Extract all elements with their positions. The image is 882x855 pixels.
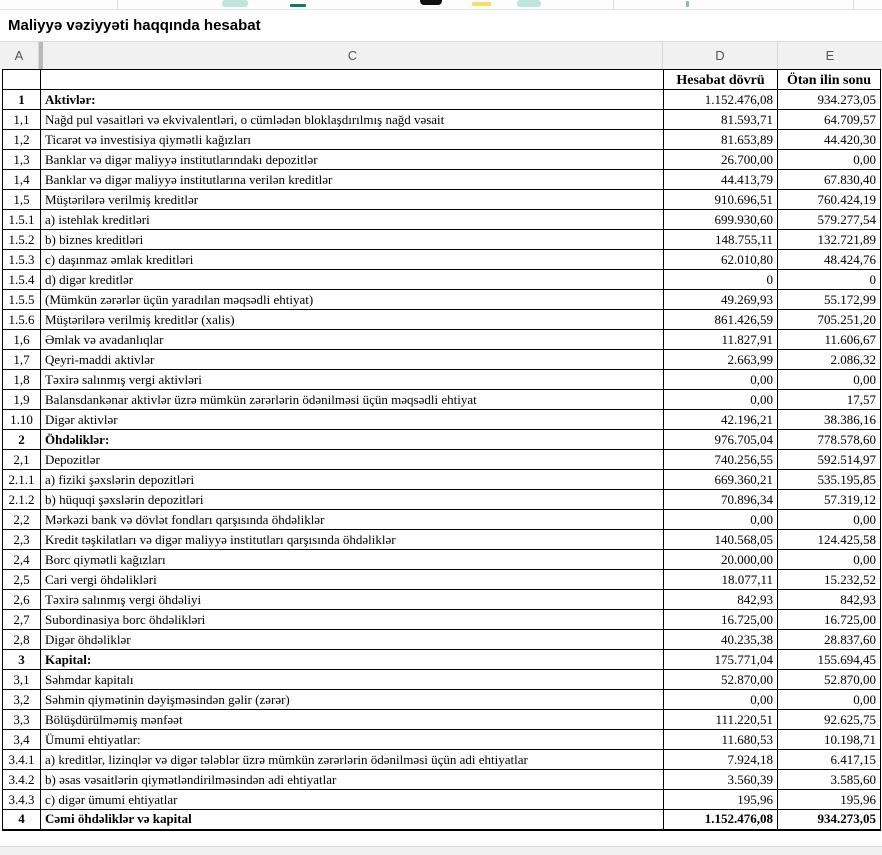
cell-value-current[interactable]: 0,00 xyxy=(664,510,778,530)
cell-value-prior[interactable]: 48.424,76 xyxy=(778,250,881,270)
cell-value-current[interactable]: 669.360,21 xyxy=(664,470,778,490)
cell-label[interactable]: Kapital: xyxy=(41,650,664,670)
toolbar-icon-fragment-underline xyxy=(290,4,306,7)
cell-label[interactable]: Kredit təşkilatları və digər maliyyə institutları qarşısında öhdəliklər xyxy=(41,530,664,550)
column-header-a[interactable]: A xyxy=(0,42,39,69)
cell-value-prior[interactable]: 64.709,57 xyxy=(778,110,881,130)
cell-value-prior[interactable]: 55.172,99 xyxy=(778,290,881,310)
table-row xyxy=(3,390,881,410)
period-header-row xyxy=(3,70,881,90)
toolbar-cropped-strip xyxy=(0,0,882,10)
cell-label[interactable]: Digər öhdəliklər xyxy=(41,630,664,650)
table-row xyxy=(3,490,881,510)
table-row xyxy=(3,810,881,830)
cell-value-current[interactable]: 175.771,04 xyxy=(664,650,778,670)
cell-row-id[interactable]: 3,3 xyxy=(3,710,41,730)
cell-value-prior[interactable]: 132.721,89 xyxy=(778,230,881,250)
cell-value-prior[interactable]: 0,00 xyxy=(778,510,881,530)
table-row xyxy=(3,250,881,270)
financial-statement-table xyxy=(2,69,881,831)
cell-row-id[interactable]: 1,5 xyxy=(3,190,41,210)
cell-row-id[interactable]: 1.5.2 xyxy=(3,230,41,250)
period-header-current[interactable]: Hesabat dövrü xyxy=(664,70,778,90)
cell-value-prior[interactable]: 10.198,71 xyxy=(778,730,881,750)
cell-row-id[interactable]: 3,1 xyxy=(3,670,41,690)
column-header-strip xyxy=(0,41,882,69)
cell-label[interactable]: a) istehlak kreditləri xyxy=(41,210,664,230)
cell-label[interactable]: Digər aktivlər xyxy=(41,410,664,430)
cell-value-current[interactable]: 0 xyxy=(664,270,778,290)
cell-label[interactable]: b) əsas vəsaitlərin qiymətləndirilməsindən adi ehtiyatlar xyxy=(41,770,664,790)
cell-label[interactable]: Cari vergi öhdəlikləri xyxy=(41,570,664,590)
cell-row-id[interactable]: 1,3 xyxy=(3,150,41,170)
cell-value-current[interactable]: 49.269,93 xyxy=(664,290,778,310)
cell-value-prior[interactable]: 44.420,30 xyxy=(778,130,881,150)
cell-row-id[interactable]: 3 xyxy=(3,650,41,670)
cell-value-current[interactable]: 42.196,21 xyxy=(664,410,778,430)
table-row xyxy=(3,670,881,690)
table-row xyxy=(3,730,881,750)
cell-row-id[interactable]: 1,7 xyxy=(3,350,41,370)
table-row xyxy=(3,530,881,550)
table-row xyxy=(3,350,881,370)
cell-row-id[interactable]: 2,4 xyxy=(3,550,41,570)
cell-row-id[interactable]: 2,8 xyxy=(3,630,41,650)
cell-value-prior[interactable]: 38.386,16 xyxy=(778,410,881,430)
cell-value-current[interactable]: 18.077,11 xyxy=(664,570,778,590)
cell-value-prior[interactable]: 3.585,60 xyxy=(778,770,881,790)
cell-empty[interactable] xyxy=(3,70,41,90)
cell-row-id[interactable]: 3.4.3 xyxy=(3,790,41,810)
cell-value-prior[interactable]: 535.195,85 xyxy=(778,470,881,490)
cell-value-current[interactable]: 3.560,39 xyxy=(664,770,778,790)
cell-value-prior[interactable]: 124.425,58 xyxy=(778,530,881,550)
cell-row-id[interactable]: 2,3 xyxy=(3,530,41,550)
cell-value-current[interactable]: 26.700,00 xyxy=(664,150,778,170)
table-row xyxy=(3,570,881,590)
table-row xyxy=(3,190,881,210)
cell-value-prior[interactable]: 6.417,15 xyxy=(778,750,881,770)
cell-label[interactable]: a) fiziki şəxslərin depozitləri xyxy=(41,470,664,490)
cell-value-current[interactable]: 0,00 xyxy=(664,390,778,410)
cell-value-current[interactable]: 11.680,53 xyxy=(664,730,778,750)
sheet-title: Maliyyə vəziyyəti haqqında hesabat xyxy=(8,17,261,34)
cell-label[interactable]: Bölüşdürülməmiş mənfəət xyxy=(41,710,664,730)
cell-row-id[interactable]: 2,5 xyxy=(3,570,41,590)
table-row xyxy=(3,290,881,310)
cell-row-id[interactable]: 1,9 xyxy=(3,390,41,410)
cell-label[interactable]: Öhdəliklər: xyxy=(41,430,664,450)
cell-value-current[interactable]: 740.256,55 xyxy=(664,450,778,470)
toolbar-divider xyxy=(117,0,118,9)
cell-row-id[interactable]: 1,8 xyxy=(3,370,41,390)
table-row xyxy=(3,550,881,570)
cell-value-prior[interactable]: 760.424,19 xyxy=(778,190,881,210)
cell-value-prior[interactable]: 0,00 xyxy=(778,150,881,170)
cell-value-current[interactable]: 81.593,71 xyxy=(664,110,778,130)
cell-value-prior[interactable]: 934.273,05 xyxy=(778,810,881,830)
cell-label[interactable]: Ticarət və investisiya qiymətli kağızları xyxy=(41,130,664,150)
sheet-title-bar xyxy=(0,10,882,41)
table-row xyxy=(3,510,881,530)
below-table-strip xyxy=(0,846,882,855)
table-row xyxy=(3,750,881,770)
cell-value-prior[interactable]: 15.232,52 xyxy=(778,570,881,590)
table-row xyxy=(3,430,881,450)
cell-value-current[interactable]: 0,00 xyxy=(664,370,778,390)
cell-value-prior[interactable]: 842,93 xyxy=(778,590,881,610)
cell-value-current[interactable]: 7.924,18 xyxy=(664,750,778,770)
cell-value-prior[interactable]: 155.694,45 xyxy=(778,650,881,670)
cell-value-current[interactable]: 1.152.476,08 xyxy=(664,810,778,830)
cell-value-prior[interactable]: 934.273,05 xyxy=(778,90,881,110)
table-row xyxy=(3,370,881,390)
cell-label[interactable]: Banklar və digər maliyyə institutlarındakı depozitlər xyxy=(41,150,664,170)
table-row xyxy=(3,170,881,190)
table-row xyxy=(3,130,881,150)
cell-row-id[interactable]: 2,7 xyxy=(3,610,41,630)
cell-value-current[interactable]: 0,00 xyxy=(664,690,778,710)
cell-value-current[interactable]: 861.426,59 xyxy=(664,310,778,330)
table-row xyxy=(3,110,881,130)
cell-value-prior[interactable]: 195,96 xyxy=(778,790,881,810)
cell-value-prior[interactable]: 11.606,67 xyxy=(778,330,881,350)
cell-label[interactable]: (Mümkün zərərlər üçün yaradılan məqsədli ehtiyat) xyxy=(41,290,664,310)
toolbar-icon-fragment-text-color xyxy=(420,0,442,5)
cell-value-current[interactable]: 44.413,79 xyxy=(664,170,778,190)
cell-value-current[interactable]: 910.696,51 xyxy=(664,190,778,210)
cell-row-id[interactable]: 3.4.2 xyxy=(3,770,41,790)
cell-value-prior[interactable]: 52.870,00 xyxy=(778,670,881,690)
cell-label[interactable]: a) kreditlər, lizinqlər və digər tələblər üzrə mümkün zərərlərin ödənilməsi üçün adi ehtiyatlar xyxy=(41,750,664,770)
cell-label[interactable]: Banklar və digər maliyyə institutlarına verilən kreditlər xyxy=(41,170,664,190)
table-row xyxy=(3,650,881,670)
cell-value-current[interactable]: 81.653,89 xyxy=(664,130,778,150)
cell-value-prior[interactable]: 28.837,60 xyxy=(778,630,881,650)
toolbar-divider xyxy=(853,0,854,9)
cell-row-id[interactable]: 1.5.1 xyxy=(3,210,41,230)
cell-label[interactable]: Səhmdar kapitalı xyxy=(41,670,664,690)
table-row xyxy=(3,90,881,110)
cell-value-prior[interactable]: 0,00 xyxy=(778,370,881,390)
cell-row-id[interactable]: 3,4 xyxy=(3,730,41,750)
cell-value-prior[interactable]: 16.725,00 xyxy=(778,610,881,630)
cell-label[interactable]: b) biznes kreditləri xyxy=(41,230,664,250)
sheet-table-body xyxy=(3,90,881,830)
cell-label[interactable]: Mərkəzi bank və dövlət fondları qarşısında öhdəliklər xyxy=(41,510,664,530)
column-header-c[interactable]: C xyxy=(43,42,663,69)
cell-value-current[interactable]: 148.755,11 xyxy=(664,230,778,250)
cell-value-current[interactable]: 195,96 xyxy=(664,790,778,810)
period-header-prior[interactable]: Ötən ilin sonu xyxy=(778,70,881,90)
cell-value-current[interactable]: 976.705,04 xyxy=(664,430,778,450)
cell-value-current[interactable]: 70.896,34 xyxy=(664,490,778,510)
cell-label[interactable]: Nağd pul vəsaitləri və ekvivalentləri, o cümlədən bloklaşdırılmış nağd vəsait xyxy=(41,110,664,130)
cell-value-prior[interactable]: 592.514,97 xyxy=(778,450,881,470)
cell-label[interactable]: Cəmi öhdəliklər və kapital xyxy=(41,810,664,830)
table-row xyxy=(3,230,881,250)
cell-value-prior[interactable]: 0 xyxy=(778,270,881,290)
cell-row-id[interactable]: 2.1.1 xyxy=(3,470,41,490)
cell-value-current[interactable]: 2.663,99 xyxy=(664,350,778,370)
cell-row-id[interactable]: 1,1 xyxy=(3,110,41,130)
cell-value-current[interactable]: 1.152.476,08 xyxy=(664,90,778,110)
cell-label[interactable]: Depozitlər xyxy=(41,450,664,470)
cell-value-prior[interactable]: 705.251,20 xyxy=(778,310,881,330)
column-header-d[interactable]: D xyxy=(663,42,778,69)
table-row xyxy=(3,150,881,170)
cell-row-id[interactable]: 2,6 xyxy=(3,590,41,610)
toolbar-divider xyxy=(613,0,614,9)
cell-label[interactable]: Müştərilərə verilmiş kreditlər xyxy=(41,190,664,210)
table-row xyxy=(3,450,881,470)
cell-row-id[interactable]: 2,2 xyxy=(3,510,41,530)
cell-row-id[interactable]: 3.4.1 xyxy=(3,750,41,770)
cell-row-id[interactable]: 1.5.6 xyxy=(3,310,41,330)
cell-value-current[interactable]: 699.930,60 xyxy=(664,210,778,230)
table-row xyxy=(3,690,881,710)
cell-value-current[interactable]: 11.827,91 xyxy=(664,330,778,350)
cell-label[interactable]: Qeyri-maddi aktivlər xyxy=(41,350,664,370)
cell-value-current[interactable]: 842,93 xyxy=(664,590,778,610)
cell-row-id[interactable]: 1,4 xyxy=(3,170,41,190)
cell-label[interactable]: Təxirə salınmış vergi öhdəliyi xyxy=(41,590,664,610)
cell-row-id[interactable]: 4 xyxy=(3,810,41,830)
cell-empty[interactable] xyxy=(41,70,664,90)
cell-label[interactable]: Subordinasiya borc öhdəlikləri xyxy=(41,610,664,630)
cell-row-id[interactable]: 1 xyxy=(3,90,41,110)
cell-label[interactable]: Təxirə salınmış vergi aktivləri xyxy=(41,370,664,390)
cell-row-id[interactable]: 1.5.5 xyxy=(3,290,41,310)
cell-value-prior[interactable]: 778.578,60 xyxy=(778,430,881,450)
cell-value-prior[interactable]: 17,57 xyxy=(778,390,881,410)
table-row xyxy=(3,590,881,610)
cell-row-id[interactable]: 1.5.3 xyxy=(3,250,41,270)
cell-value-current[interactable]: 140.568,05 xyxy=(664,530,778,550)
cell-value-current[interactable]: 62.010,80 xyxy=(664,250,778,270)
cell-value-current[interactable]: 111.220,51 xyxy=(664,710,778,730)
cell-value-prior[interactable]: 0,00 xyxy=(778,690,881,710)
cell-label[interactable]: Ümumi ehtiyatlar: xyxy=(41,730,664,750)
cell-row-id[interactable]: 1.10 xyxy=(3,410,41,430)
cell-row-id[interactable]: 1,6 xyxy=(3,330,41,350)
cell-value-prior[interactable]: 57.319,12 xyxy=(778,490,881,510)
table-row xyxy=(3,470,881,490)
cell-value-current[interactable]: 40.235,38 xyxy=(664,630,778,650)
toolbar-icon-fragment-highlight xyxy=(472,2,491,6)
cell-label[interactable]: Səhmin qiymətinin dəyişməsindən gəlir (zərər) xyxy=(41,690,664,710)
cell-value-prior[interactable]: 0,00 xyxy=(778,550,881,570)
table-row xyxy=(3,610,881,630)
toolbar-icon-fragment-fill xyxy=(517,0,541,7)
cell-value-prior[interactable]: 579.277,54 xyxy=(778,210,881,230)
toolbar-icon-fragment-teal xyxy=(222,0,248,7)
cell-value-prior[interactable]: 2.086,32 xyxy=(778,350,881,370)
cell-label[interactable]: Balansdankənar aktivlər üzrə mümkün zərərlərin ödənilməsi üçün məqsədli ehtiyat xyxy=(41,390,664,410)
cell-label[interactable]: d) digər kreditlər xyxy=(41,270,664,290)
cell-row-id[interactable]: 1.5.4 xyxy=(3,270,41,290)
cell-value-prior[interactable]: 92.625,75 xyxy=(778,710,881,730)
table-row xyxy=(3,770,881,790)
cell-row-id[interactable]: 3,2 xyxy=(3,690,41,710)
cell-label[interactable]: Borc qiymətli kağızları xyxy=(41,550,664,570)
cell-value-prior[interactable]: 67.830,40 xyxy=(778,170,881,190)
cell-label[interactable]: c) daşınmaz əmlak kreditləri xyxy=(41,250,664,270)
cell-label[interactable]: Aktivlər: xyxy=(41,90,664,110)
column-header-e[interactable]: E xyxy=(825,48,835,63)
cell-row-id[interactable]: 2.1.2 xyxy=(3,490,41,510)
toolbar-icon-fragment-small xyxy=(686,1,689,7)
cell-value-current[interactable]: 16.725,00 xyxy=(664,610,778,630)
table-row xyxy=(3,790,881,810)
cell-row-id[interactable]: 2 xyxy=(3,430,41,450)
cell-label[interactable]: c) digər ümumi ehtiyatlar xyxy=(41,790,664,810)
table-row xyxy=(3,410,881,430)
table-row xyxy=(3,210,881,230)
cell-label[interactable]: Əmlak və avadanlıqlar xyxy=(41,330,664,350)
table-row xyxy=(3,630,881,650)
cell-label[interactable]: Müştərilərə verilmiş kreditlər (xalis) xyxy=(41,310,664,330)
table-row xyxy=(3,270,881,290)
table-row xyxy=(3,710,881,730)
cell-row-id[interactable]: 1,2 xyxy=(3,130,41,150)
cell-row-id[interactable]: 2,1 xyxy=(3,450,41,470)
table-row xyxy=(3,310,881,330)
cell-value-current[interactable]: 20.000,00 xyxy=(664,550,778,570)
table-row xyxy=(3,330,881,350)
cell-value-current[interactable]: 52.870,00 xyxy=(664,670,778,690)
cell-label[interactable]: b) hüquqi şəxslərin depozitləri xyxy=(41,490,664,510)
